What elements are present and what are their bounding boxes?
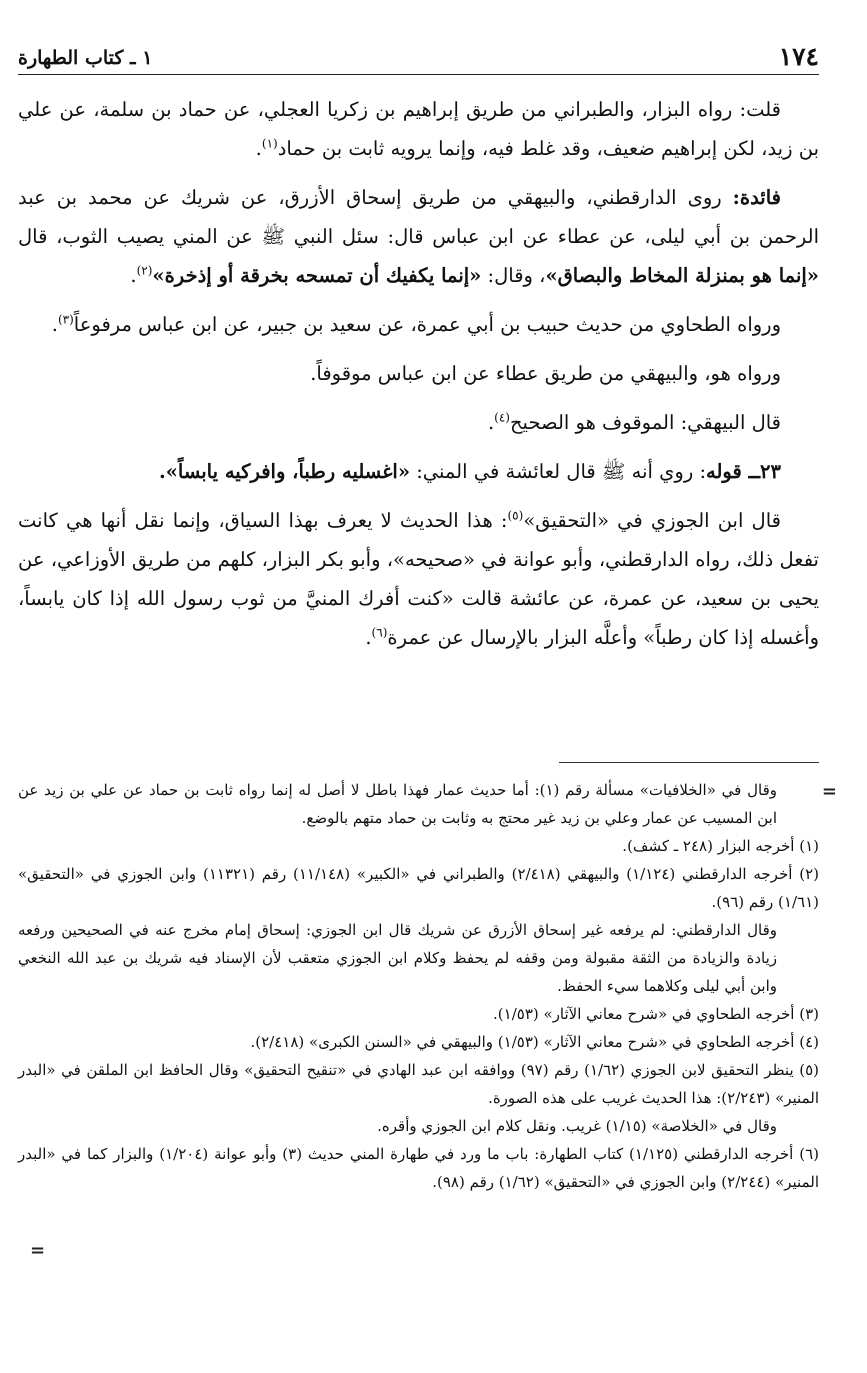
hadith-quote-2: «إنما يكفيك أن تمسحه بخرقة أو إذخرة» — [152, 264, 482, 287]
footnote-2-comment: وقال الدارقطني: لم يرفعه غير إسحاق الأزرق عن شريك قال ابن الجوزي: إسحاق إمام مخرج عنه في الصحيحين ورفعه زيادة والزيادة من الثقة مقبولة ومن وقفه لم يحفظ وكلام ابن الجوزي متعقب لأن الإسناد فيه شريك بن عبد الله النخعي وابن أبي ليلى وكلاهما سيء الحفظ. — [18, 921, 777, 995]
paragraph-2-text: روى الدارقطني، والبيهقي من طريق إسحاق الأزرق، عن شريك عن محمد بن عبد الرحمن بن أبي ليلى، عن عطاء عن ابن عباس قال: سئل النبي ﷺ عن المني يصيب الثوب، قال — [18, 186, 819, 248]
paragraph-2-mid: ، وقال: — [481, 264, 546, 287]
continuation-mark-top: = — [821, 781, 837, 802]
footnote-separator — [559, 762, 819, 763]
footnote-2: (٢) أخرجه الدارقطني (١/١٢٤) والبيهقي (٢/٤١٨) والطبراني في «الكبير» (١١/١٤٨) رقم (١١٣٢١) وابن الجوزي في «التحقيق» (١/٦١) رقم (٩٦). — [18, 865, 819, 911]
page-number: ١٧٤ — [778, 42, 819, 71]
footnote-ref-5: (٥) — [507, 508, 524, 523]
paragraph-4-text: ورواه هو، والبيهقي من طريق عطاء عن ابن عباس موقوفاً. — [310, 362, 781, 385]
footnote-6: (٦) أخرجه الدارقطني (١/١٢٥) كتاب الطهارة: باب ما ورد في طهارة المني حديث (٣) وأبو عوانة (١/٢٠٤) والبزار كما في «البدر المنير» (٢/٢٤٤) وابن الجوزي في «التحقيق» (١/٦٢) رقم (٩٨). — [18, 1145, 819, 1191]
footnote-continuation: وقال في «الخلافيات» مسألة رقم (١): أما حديث عمار فهذا باطل لا أصل له إنما رواه ثابت بن حماد عن علي بن زيد عن ابن المسيب عن عمار وعلي بن زيد غير محتج به وثابت بن حماد متهم بالوضع. — [18, 781, 777, 827]
footnote-ref-2: (٢) — [136, 263, 153, 278]
running-head: ١ ـ كتاب الطهارة — [18, 47, 153, 69]
footnote-1: (١) أخرجه البزار (٢٤٨ ـ كشف). — [622, 837, 819, 855]
footnote-ref-6: (٦) — [371, 625, 388, 640]
paragraph-6-text: : روي أنه ﷺ قال لعائشة في المني: — [410, 460, 707, 483]
paragraph-6 — [18, 452, 819, 491]
footnote-5: (٥) ينظر التحقيق لابن الجوزي (١/٦٢) رقم (٩٧) ووافقه ابن عبد الهادي في «تنقيح التحقيق» وقال الحافظ ابن الملقن في «البدر المنير» (٢/٢٤٣): هذا الحديث غريب على هذه الصورة. — [18, 1061, 819, 1107]
footnotes — [18, 776, 819, 1196]
hadith-quote-3: «اغسليه رطباً، وافركيه يابساً». — [158, 460, 410, 483]
footnote-ref-1: (١) — [261, 136, 278, 151]
paragraph-3: ورواه الطحاوي من حديث حبيب بن أبي عمرة، عن سعيد بن جبير، عن ابن عباس مرفوعاً$^{(٣)}$. — [51, 312, 781, 336]
paragraph-1: قلت: رواه البزار، والطبراني من طريق إبراهيم بن زكريا العجلي، عن حماد بن سلمة، عن علي بن زيد، لكن إبراهيم ضعيف، وقد غلط فيه، وإنما يرويه ثابت بن حماد$^{(١)}$. — [18, 98, 819, 160]
faida-label: فائدة: — [732, 186, 781, 209]
continuation-mark-bottom: = — [30, 1240, 46, 1261]
paragraph-7-text-b: : هذا الحديث لا يعرف بهذا السياق، وإنما نقل أنها هي كانت تفعل ذلك، رواه الدارقطني، وأبو عوانة في «صحيحه»، وأبو بكر البزار، كلهم من طريق الأوزاعي، عن يحيى بن سعيد، عن عمرة، عن عائشة قالت «كنت أفرك المنيَّ من ثوب رسول الله إذا كان يابساً، وأغسله إذا كان رطباً» وأعلَّه البزار بالإرسال عن عمرة — [18, 509, 819, 649]
footnote-4: (٤) أخرجه الطحاوي في «شرح معاني الآثار» (١/٥٣) والبيهقي في «السنن الكبرى» (٢/٤١٨). — [250, 1033, 819, 1051]
paragraph-5-text: قال البيهقي: الموقوف هو الصحيح — [509, 411, 781, 434]
footnote-5-comment: وقال في «الخلاصة» (١/١٥) غريب. ونقل كلام ابن الجوزي وأقره. — [377, 1117, 777, 1135]
footnote-ref-4: (٤) — [494, 410, 510, 425]
main-text — [18, 90, 819, 667]
paragraph-2: فائدة: روى الدارقطني، والبيهقي من طريق إسحاق الأزرق، عن شريك عن محمد بن عبد الرحمن بن أبي ليلى، عن عطاء عن ابن عباس قال: سئل النبي ﷺ عن المني يصيب الثوب، قال «إنما هو بمنزلة المخاط والبصاق»، وقال: «إنما يكفيك أن تمسحه بخرقة أو إذخرة»$^{(٢)}$. — [18, 186, 819, 287]
hadith-quote-1: «إنما هو بمنزلة المخاط والبصاق» — [545, 264, 819, 287]
paragraph-3-text: ورواه الطحاوي من حديث حبيب بن أبي عمرة، عن سعيد بن جبير، عن ابن عباس مرفوعاً — [73, 313, 781, 336]
paragraph-5: قال البيهقي: الموقوف هو الصحيح$^{(٤)}$. — [487, 410, 781, 434]
footnote-3: (٣) أخرجه الطحاوي في «شرح معاني الآثار» (١/٥٣). — [493, 1005, 819, 1023]
footnote-ref-3: (٣) — [57, 312, 74, 327]
paragraph-1-text: قلت: رواه البزار، والطبراني من طريق إبراهيم بن زكريا العجلي، عن حماد بن سلمة، عن علي بن زيد، لكن إبراهيم ضعيف، وقد غلط فيه، وإنما يرويه ثابت بن حماد — [18, 98, 819, 160]
paragraph-4 — [18, 354, 819, 393]
paragraph-7-text-a: قال ابن الجوزي في «التحقيق» — [523, 509, 781, 532]
paragraph-7: قال ابن الجوزي في «التحقيق»$^{(٥)}$: هذا الحديث لا يعرف بهذا السياق، وإنما نقل أنها هي كانت تفعل ذلك، رواه الدارقطني، وأبو عوانة في «صحيحه»، وأبو بكر البزار، كلهم من طريق الأوزاعي، عن يحيى بن سعيد، عن عمرة، عن عائشة قالت «كنت أفرك المنيَّ من ثوب رسول الله إذا كان يابساً، وأغسله إذا كان رطباً» وأعلَّه البزار بالإرسال عن عمرة$^{(٦)}$. — [18, 508, 819, 649]
entry-number: ٢٣ــ قوله — [706, 460, 781, 483]
page-header — [18, 40, 819, 75]
